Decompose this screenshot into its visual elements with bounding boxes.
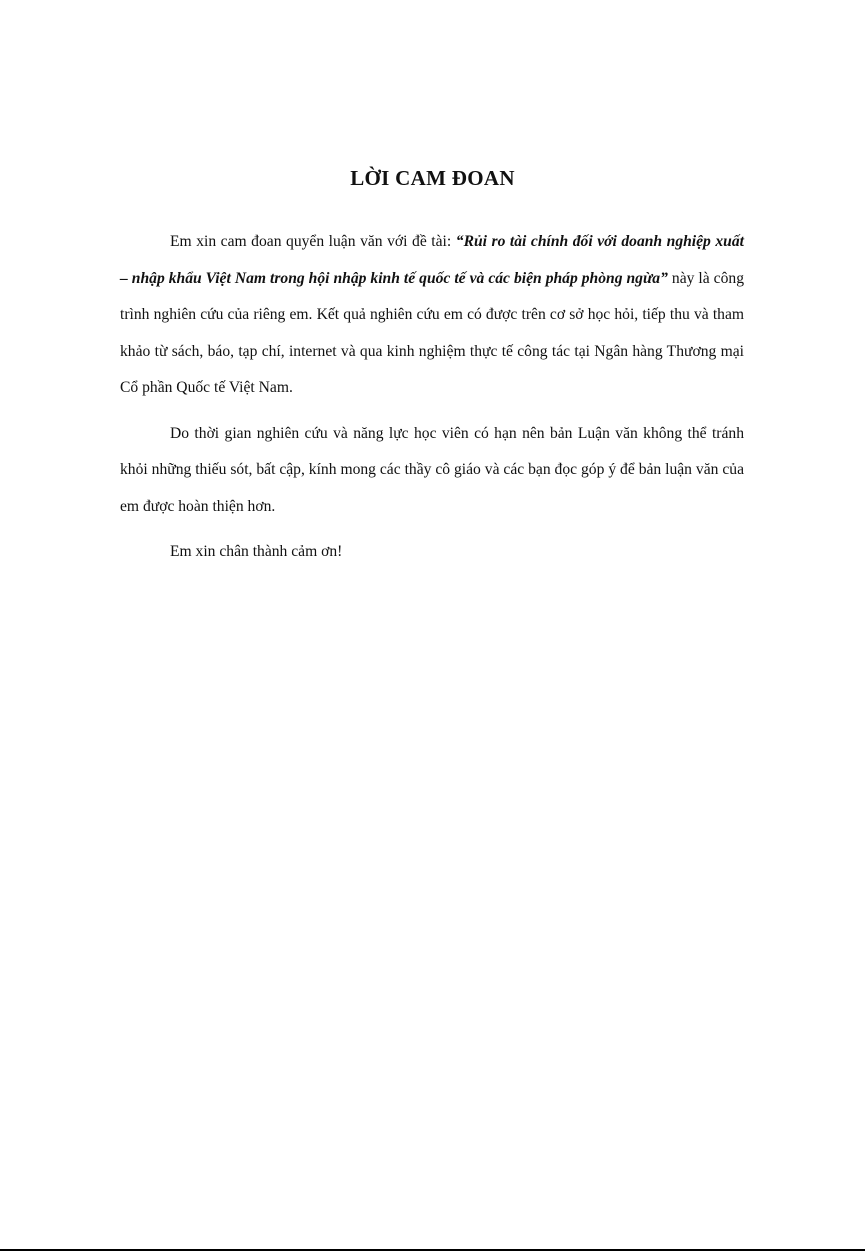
page-title: LỜI CAM ĐOAN bbox=[350, 166, 515, 190]
paragraph-limitations: Do thời gian nghiên cứu và năng lực học viên có hạn nên bản Luận văn không thể tránh khỏi những thiếu sót, bất cập, kính mong các thầy cô giáo và các bạn đọc góp ý để bản luận văn của em được hoàn thiện hơn. bbox=[120, 424, 744, 515]
bottom-border-line bbox=[0, 1249, 865, 1251]
declaration-body bbox=[120, 224, 744, 580]
paragraph-text-before: Em xin cam đoan quyển luận văn với đề tài: bbox=[170, 233, 456, 250]
paragraph-text-after: này là công trình nghiên cứu của riêng em. Kết quả nghiên cứu em có được trên cơ sở học hỏi, tiếp thu và tham khảo từ sách, báo, tạp chí, internet và qua kinh nghiệm thực tế công tác tại Ngân hàng Thương mại Cổ phần Quốc tế Việt Nam. bbox=[120, 269, 744, 396]
paragraph-thanks: Em xin chân thành cảm ơn! bbox=[170, 543, 343, 560]
thesis-title: “Rủi ro tài chính đối với doanh nghiệp xuất – nhập khẩu Việt Nam trong hội nhập kinh tế quốc tế và các biện pháp phòng ngừa” bbox=[120, 233, 744, 287]
paragraph-declaration bbox=[120, 224, 744, 407]
